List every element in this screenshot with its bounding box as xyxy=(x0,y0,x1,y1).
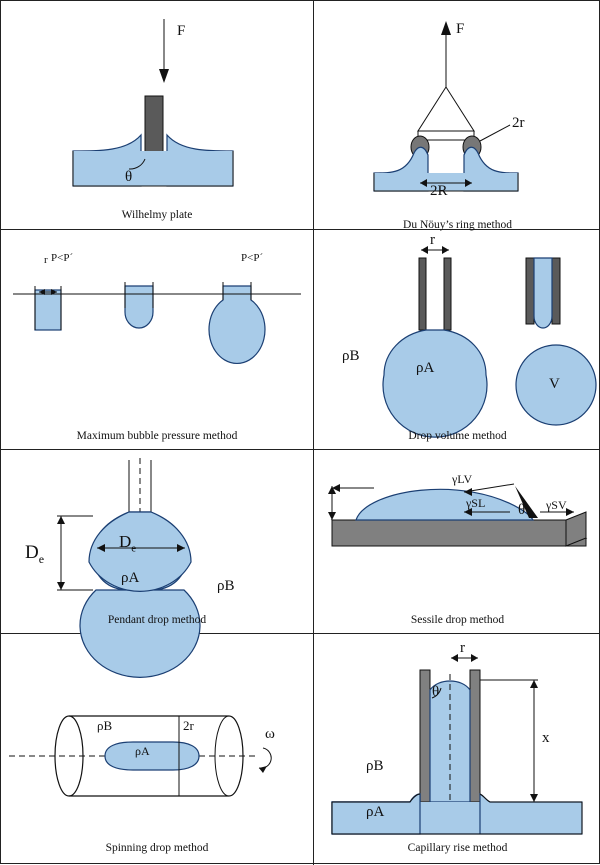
density-a-label: ρA xyxy=(121,570,140,586)
angular-velocity-label: ω xyxy=(265,726,275,742)
gamma-lv-label xyxy=(452,472,472,487)
pressure-label-right: P<P´ xyxy=(241,252,264,264)
capillary-rise-diagram xyxy=(314,634,600,865)
panel-du-nouy-ring xyxy=(314,1,600,229)
drop-volume-diagram xyxy=(314,230,600,449)
pendant-drop-diagram xyxy=(1,450,313,633)
density-b-label: ρB xyxy=(366,758,384,774)
radius-label: r xyxy=(44,254,48,266)
wilhelmy-plate-diagram xyxy=(1,1,313,229)
panel-caption-drop-volume: Drop volume method xyxy=(408,430,507,442)
panel-caption-sessile-drop: Sessile drop method xyxy=(410,614,505,626)
density-b-label: ρB xyxy=(342,348,360,364)
panel-caption-wilhelmy: Wilhelmy plate xyxy=(121,209,193,221)
pressure-label-left: P<P´ xyxy=(51,252,74,264)
equator-diameter-subscript: e xyxy=(131,542,137,555)
selected-diameter-sub: e xyxy=(38,551,45,566)
drop-diameter-label: 2r xyxy=(183,718,194,733)
panel-spinning-drop xyxy=(1,634,313,865)
panel-sessile-drop xyxy=(314,450,600,633)
force-label: F xyxy=(177,23,186,39)
capillary-radius-label: r xyxy=(460,640,465,656)
density-a-label: ρA xyxy=(416,360,435,376)
ring-radius-label: 2R xyxy=(430,183,448,199)
force-label: F xyxy=(456,21,465,37)
panel-pendant-drop xyxy=(1,450,313,633)
panel-caption-du-nouy: Du Nöuy’s ring method xyxy=(403,219,512,231)
equator-diameter-label xyxy=(119,532,136,554)
gamma-sl-label: γSL xyxy=(466,496,486,510)
panel-caption-capillary-rise: Capillary rise method xyxy=(407,842,508,854)
panel-max-bubble-pressure xyxy=(1,230,313,449)
panel-drop-volume xyxy=(314,230,600,449)
rise-height-label: x xyxy=(542,730,550,746)
capillary-radius-label: r xyxy=(430,232,435,248)
contact-angle-label: θ xyxy=(518,502,526,518)
density-b-label: ρB xyxy=(217,578,235,594)
panel-caption-max-bubble: Maximum bubble pressure method xyxy=(76,430,238,442)
contact-angle-label: θ xyxy=(432,684,440,700)
spinning-drop-diagram xyxy=(1,634,313,865)
panel-caption-pendant-drop: Pendant drop method xyxy=(107,614,207,626)
contact-angle-label: θ xyxy=(125,169,133,185)
panel-capillary-rise xyxy=(314,634,600,865)
volume-label: V xyxy=(549,376,560,392)
wire-radius-label: 2r xyxy=(512,115,525,131)
panel-caption-spinning-drop: Spinning drop method xyxy=(105,842,209,854)
density-a-label: ρA xyxy=(366,804,385,820)
equator-diameter-main: D xyxy=(119,532,132,551)
density-b-label: ρB xyxy=(97,718,113,733)
panel-wilhelmy-plate xyxy=(1,1,313,229)
gamma-sv-label: γSV xyxy=(546,498,567,512)
selected-diameter-main: D xyxy=(25,542,39,563)
density-a-label: ρA xyxy=(135,744,150,758)
selected-diameter-label xyxy=(25,542,44,567)
gamma-lv-text: γLV xyxy=(452,472,473,486)
